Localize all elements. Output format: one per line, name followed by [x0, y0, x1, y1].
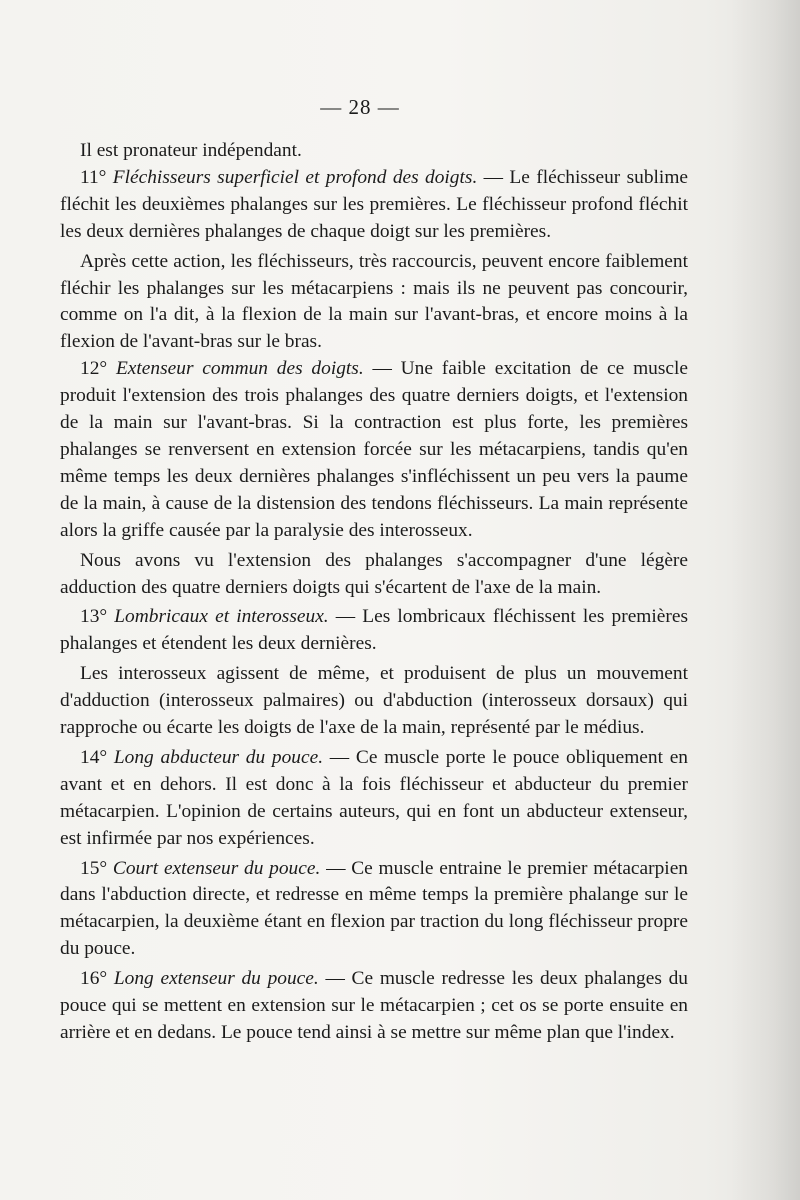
page-edge-shadow: [730, 0, 800, 1200]
paragraph-section-15: [60, 856, 688, 964]
paragraph: Les interosseux agissent de même, et produisent de plus un mouvement d'adduction (interosseux palmaires) ou d'abduction (interosseux dorsaux) qui rapproche ou écarte les doigts de l'axe de la main, représenté par le médius.: [60, 663, 688, 739]
section-heading: Lombricaux et interosseux.: [114, 606, 329, 628]
section-number: 16°: [80, 968, 114, 990]
paragraph: Il est pronateur indépendant.: [80, 140, 302, 161]
section-number: 11°: [80, 166, 113, 188]
paragraph: Nous avons vu l'extension des phalanges s'accompagner d'une légère adduction des quatre derniers doigts qui s'écartent de l'axe de la main.: [60, 549, 688, 598]
section-text: — Les lombricaux fléchissent les premières phalanges et étendent les deux dernières.: [60, 606, 688, 655]
section-heading: Court extenseur du pouce.: [112, 857, 321, 879]
paragraph-section-11: [60, 165, 688, 246]
section-text: — Ce muscle entraine le premier métacarpien dans l'abduction directe, et redresse en même temps la première phalange sur le métacarpien, la deuxième étant en flexion par traction du long fléchisseur propre du pouce.: [60, 857, 688, 960]
section-number: 13°: [80, 606, 115, 628]
section-text: — Ce muscle porte le pouce obliquement en avant et en dehors. Il est donc à la fois fléchisseur et abducteur du premier métacarpien. L'opinion de certains auteurs, qui en font un abducteur extenseur, est infirmée par nos expériences.: [60, 746, 689, 849]
paragraph: Après cette action, les fléchisseurs, très raccourcis, peuvent encore faiblement fléchir les phalanges sur les métacarpiens : mais ils ne peuvent pas concourir, comme on l'a dit, à la flexion de la main sur l'avant-bras, et encore moins à la flexion de l'avant-bras sur le bras.: [60, 250, 688, 353]
paragraph-section-13: [60, 604, 688, 658]
section-heading: Fléchisseurs superficiel et profond des doigts.: [112, 166, 478, 188]
paragraph-section-16: [60, 966, 688, 1047]
section-number: 12°: [80, 358, 116, 380]
section-number: 15°: [80, 857, 113, 879]
body-text: [60, 138, 688, 1047]
paragraph-section-14: [60, 745, 688, 853]
section-text: — Une faible excitation de ce muscle produit l'extension des trois phalanges des quatre derniers doigts, et l'extension de la main sur l'avant-bras. Si la contraction est plus forte, les premières phalanges se renversent en extension forcée sur les métacarpiens, tandis qu'en même temps les deux dernières phalanges s'infléchissent un peu vers la paume de la main, à cause de la distension des tendons fléchisseurs. La main représente alors la griffe causée par la paralysie des interosseux.: [60, 358, 688, 541]
section-text: — Le fléchisseur sublime fléchit les deuxièmes phalanges sur les premières. Le fléchisseur profond fléchit les deux dernières phalanges de chaque doigt sur les premières.: [60, 166, 689, 242]
section-heading: Extenseur commun des doigts.: [115, 358, 364, 380]
section-heading: Long abducteur du pouce.: [113, 746, 324, 768]
section-text: — Ce muscle redresse les deux phalanges du pouce qui se mettent en extension sur le métacarpien ; cet os se porte ensuite en arrière et en dedans. Le pouce tend ainsi à se mettre sur même plan que l'index.: [60, 968, 688, 1043]
section-heading: Long extenseur du pouce.: [113, 968, 319, 990]
section-number: 14°: [80, 746, 114, 768]
paragraph-section-12: [60, 356, 688, 544]
page-number: — 28 —: [320, 95, 400, 119]
